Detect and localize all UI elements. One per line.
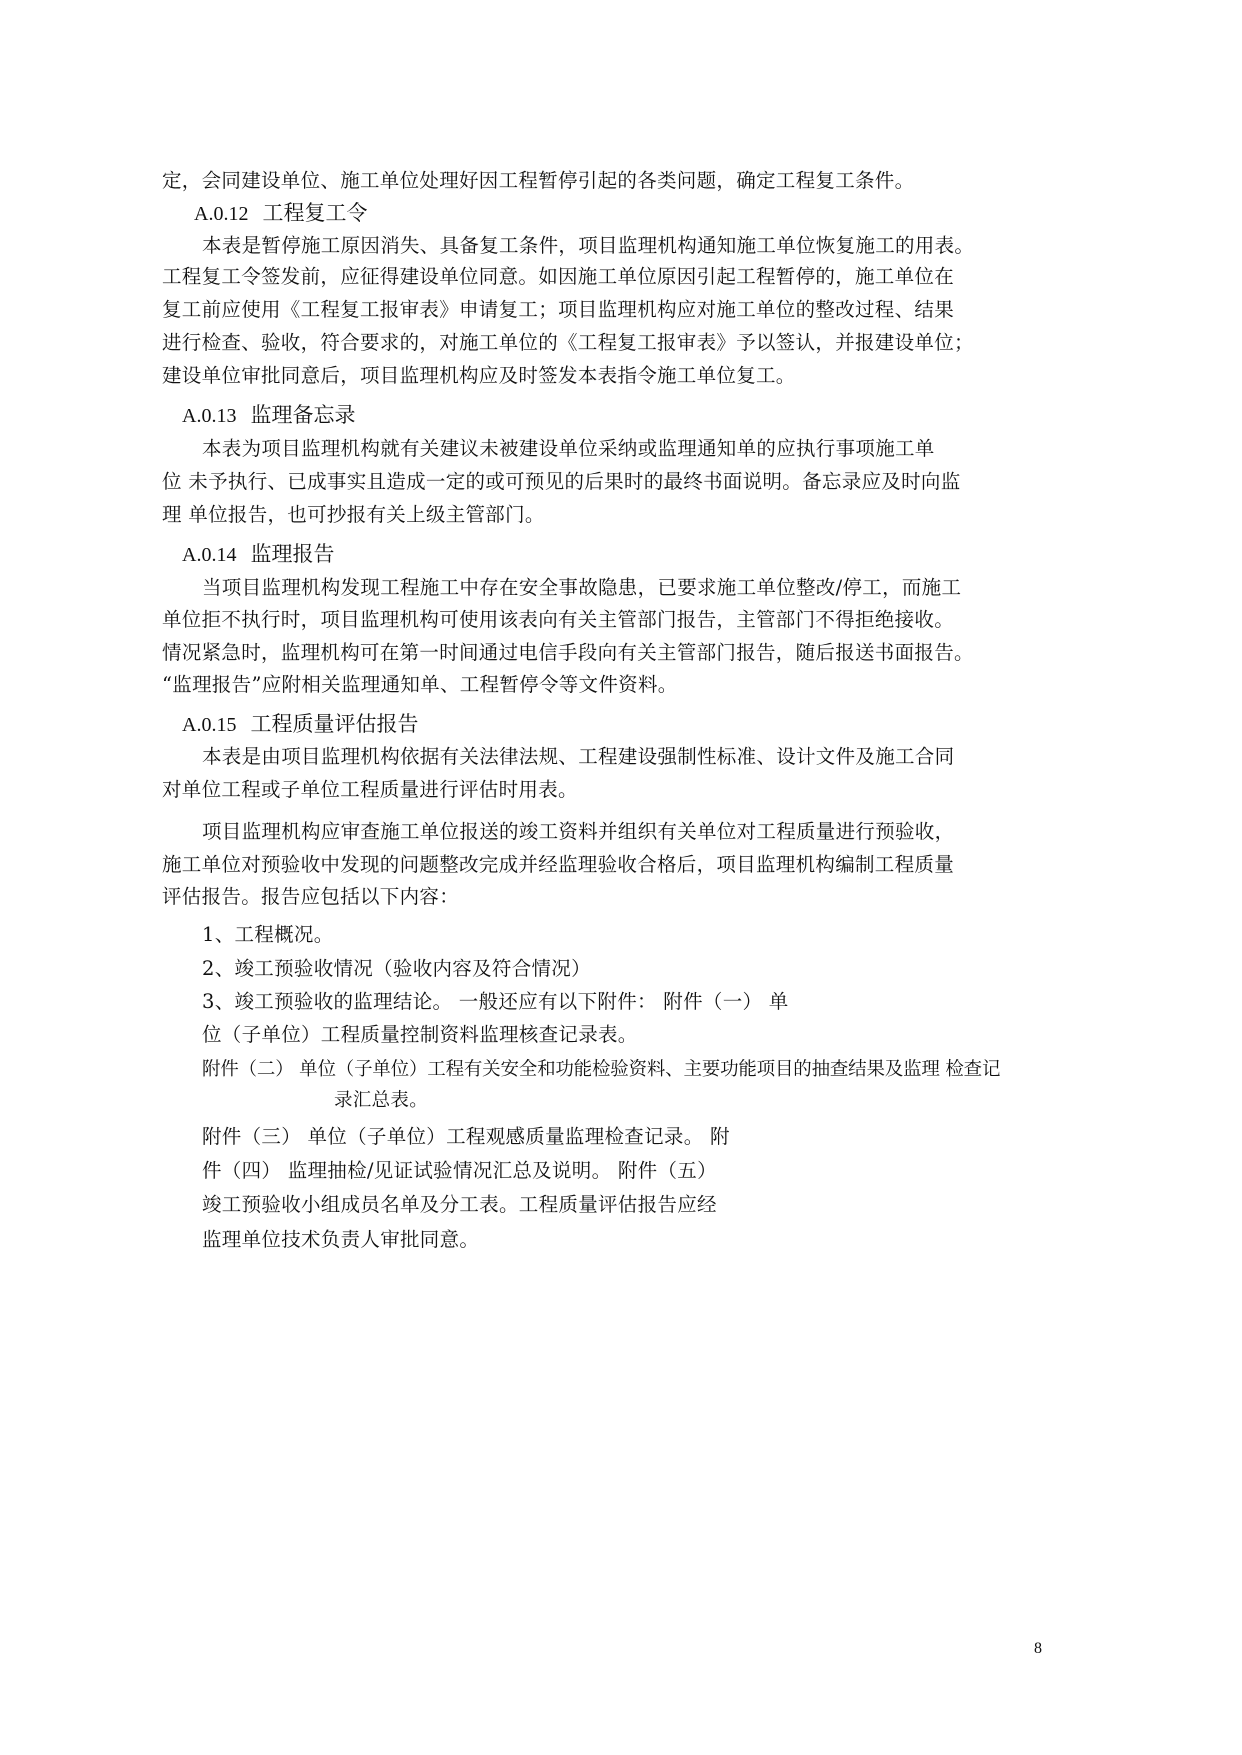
section-heading-a015 (182, 709, 418, 740)
paragraph-line: 当项目监理机构发现工程施工中存在安全事故隐患，已要求施工单位整改/停工，而施工 (202, 576, 962, 599)
paragraph-line: 复工前应使用《工程复工报审表》申请复工；项目监理机构应对施工单位的整改过程、结果 (162, 298, 955, 321)
section-heading-a012 (194, 198, 367, 229)
section-heading-a014 (182, 539, 334, 570)
paragraph-line: “监理报告”应附相关监理通知单、工程暂停令等文件资料。 (162, 673, 678, 696)
section-number: A.0.14 (182, 544, 237, 566)
list-item: 录汇总表。 (334, 1090, 429, 1111)
list-item: 竣工预验收小组成员名单及分工表。工程质量评估报告应经 (202, 1193, 717, 1216)
section-number: A.0.12 (194, 203, 249, 225)
paragraph-line: 对单位工程或子单位工程质量进行评估时用表。 (162, 778, 578, 801)
paragraph-line: 评估报告。报告应包括以下内容： (162, 885, 460, 908)
paragraph-line: 本表为项目监理机构就有关建议未被建设单位采纳或监理通知单的应执行事项施工单 (202, 437, 935, 460)
section-title: 监理报告 (250, 542, 335, 566)
paragraph-line: 进行检查、验收，符合要求的，对施工单位的《工程复工报审表》予以签认，并报建设单位； (162, 331, 974, 354)
paragraph-line: 本表是由项目监理机构依据有关法律法规、工程建设强制性标准、设计文件及施工合同 (202, 745, 955, 768)
section-number: A.0.15 (182, 714, 237, 736)
list-item: 1、工程概况。 (202, 923, 334, 946)
intro-line: 定，会同建设单位、施工单位处理好因工程暂停引起的各类问题，确定工程复工条件。 (162, 169, 915, 192)
list-item: 监理单位技术负责人审批同意。 (202, 1228, 480, 1251)
list-item: 2、竣工预验收情况（验收内容及符合情况） (202, 957, 591, 980)
section-heading-a013 (182, 400, 355, 431)
paragraph-line: 单位拒不执行时，项目监理机构可使用该表向有关主管部门报告，主管部门不得拒绝接收。 (162, 608, 955, 631)
paragraph-line: 施工单位对预验收中发现的问题整改完成并经监理验收合格后，项目监理机构编制工程质量 (162, 853, 955, 876)
section-title: 监理备忘录 (250, 403, 356, 427)
list-item: 3、竣工预验收的监理结论。 一般还应有以下附件： 附件（一） 单 (202, 990, 789, 1013)
paragraph-line: 理 单位报告，也可抄报有关上级主管部门。 (162, 503, 545, 526)
paragraph-line: 建设单位审批同意后，项目监理机构应及时签发本表指令施工单位复工。 (162, 364, 796, 387)
section-number: A.0.13 (182, 405, 237, 427)
section-title: 工程质量评估报告 (250, 712, 419, 736)
paragraph-line: 位 未予执行、已成事实且造成一定的或可预见的后果时的最终书面说明。备忘录应及时向监 (162, 470, 961, 493)
paragraph-line: 本表是暂停施工原因消失、具备复工条件，项目监理机构通知施工单位恢复施工的用表。 (202, 234, 975, 257)
list-item: 位（子单位）工程质量控制资料监理核查记录表。 (202, 1023, 638, 1046)
page-number: 8 (1034, 1640, 1042, 1657)
list-item: 件（四） 监理抽检/见证试验情况汇总及说明。 附件（五） (202, 1159, 717, 1182)
paragraph-line: 工程复工令签发前，应征得建设单位同意。如因施工单位原因引起工程暂停的，施工单位在 (162, 265, 955, 288)
paragraph-line: 项目监理机构应审查施工单位报送的竣工资料并组织有关单位对工程质量进行预验收， (202, 820, 955, 843)
list-item: 附件（三） 单位（子单位）工程观感质量监理检查记录。 附 (202, 1125, 730, 1148)
list-item: 附件（二） 单位（子单位）工程有关安全和功能检验资料、主要功能项目的抽查结果及监理 检查记 (202, 1059, 1001, 1080)
section-title: 工程复工令 (262, 201, 368, 225)
paragraph-line: 情况紧急时，监理机构可在第一时间通过电信手段向有关主管部门报告，随后报送书面报告。 (162, 641, 974, 664)
